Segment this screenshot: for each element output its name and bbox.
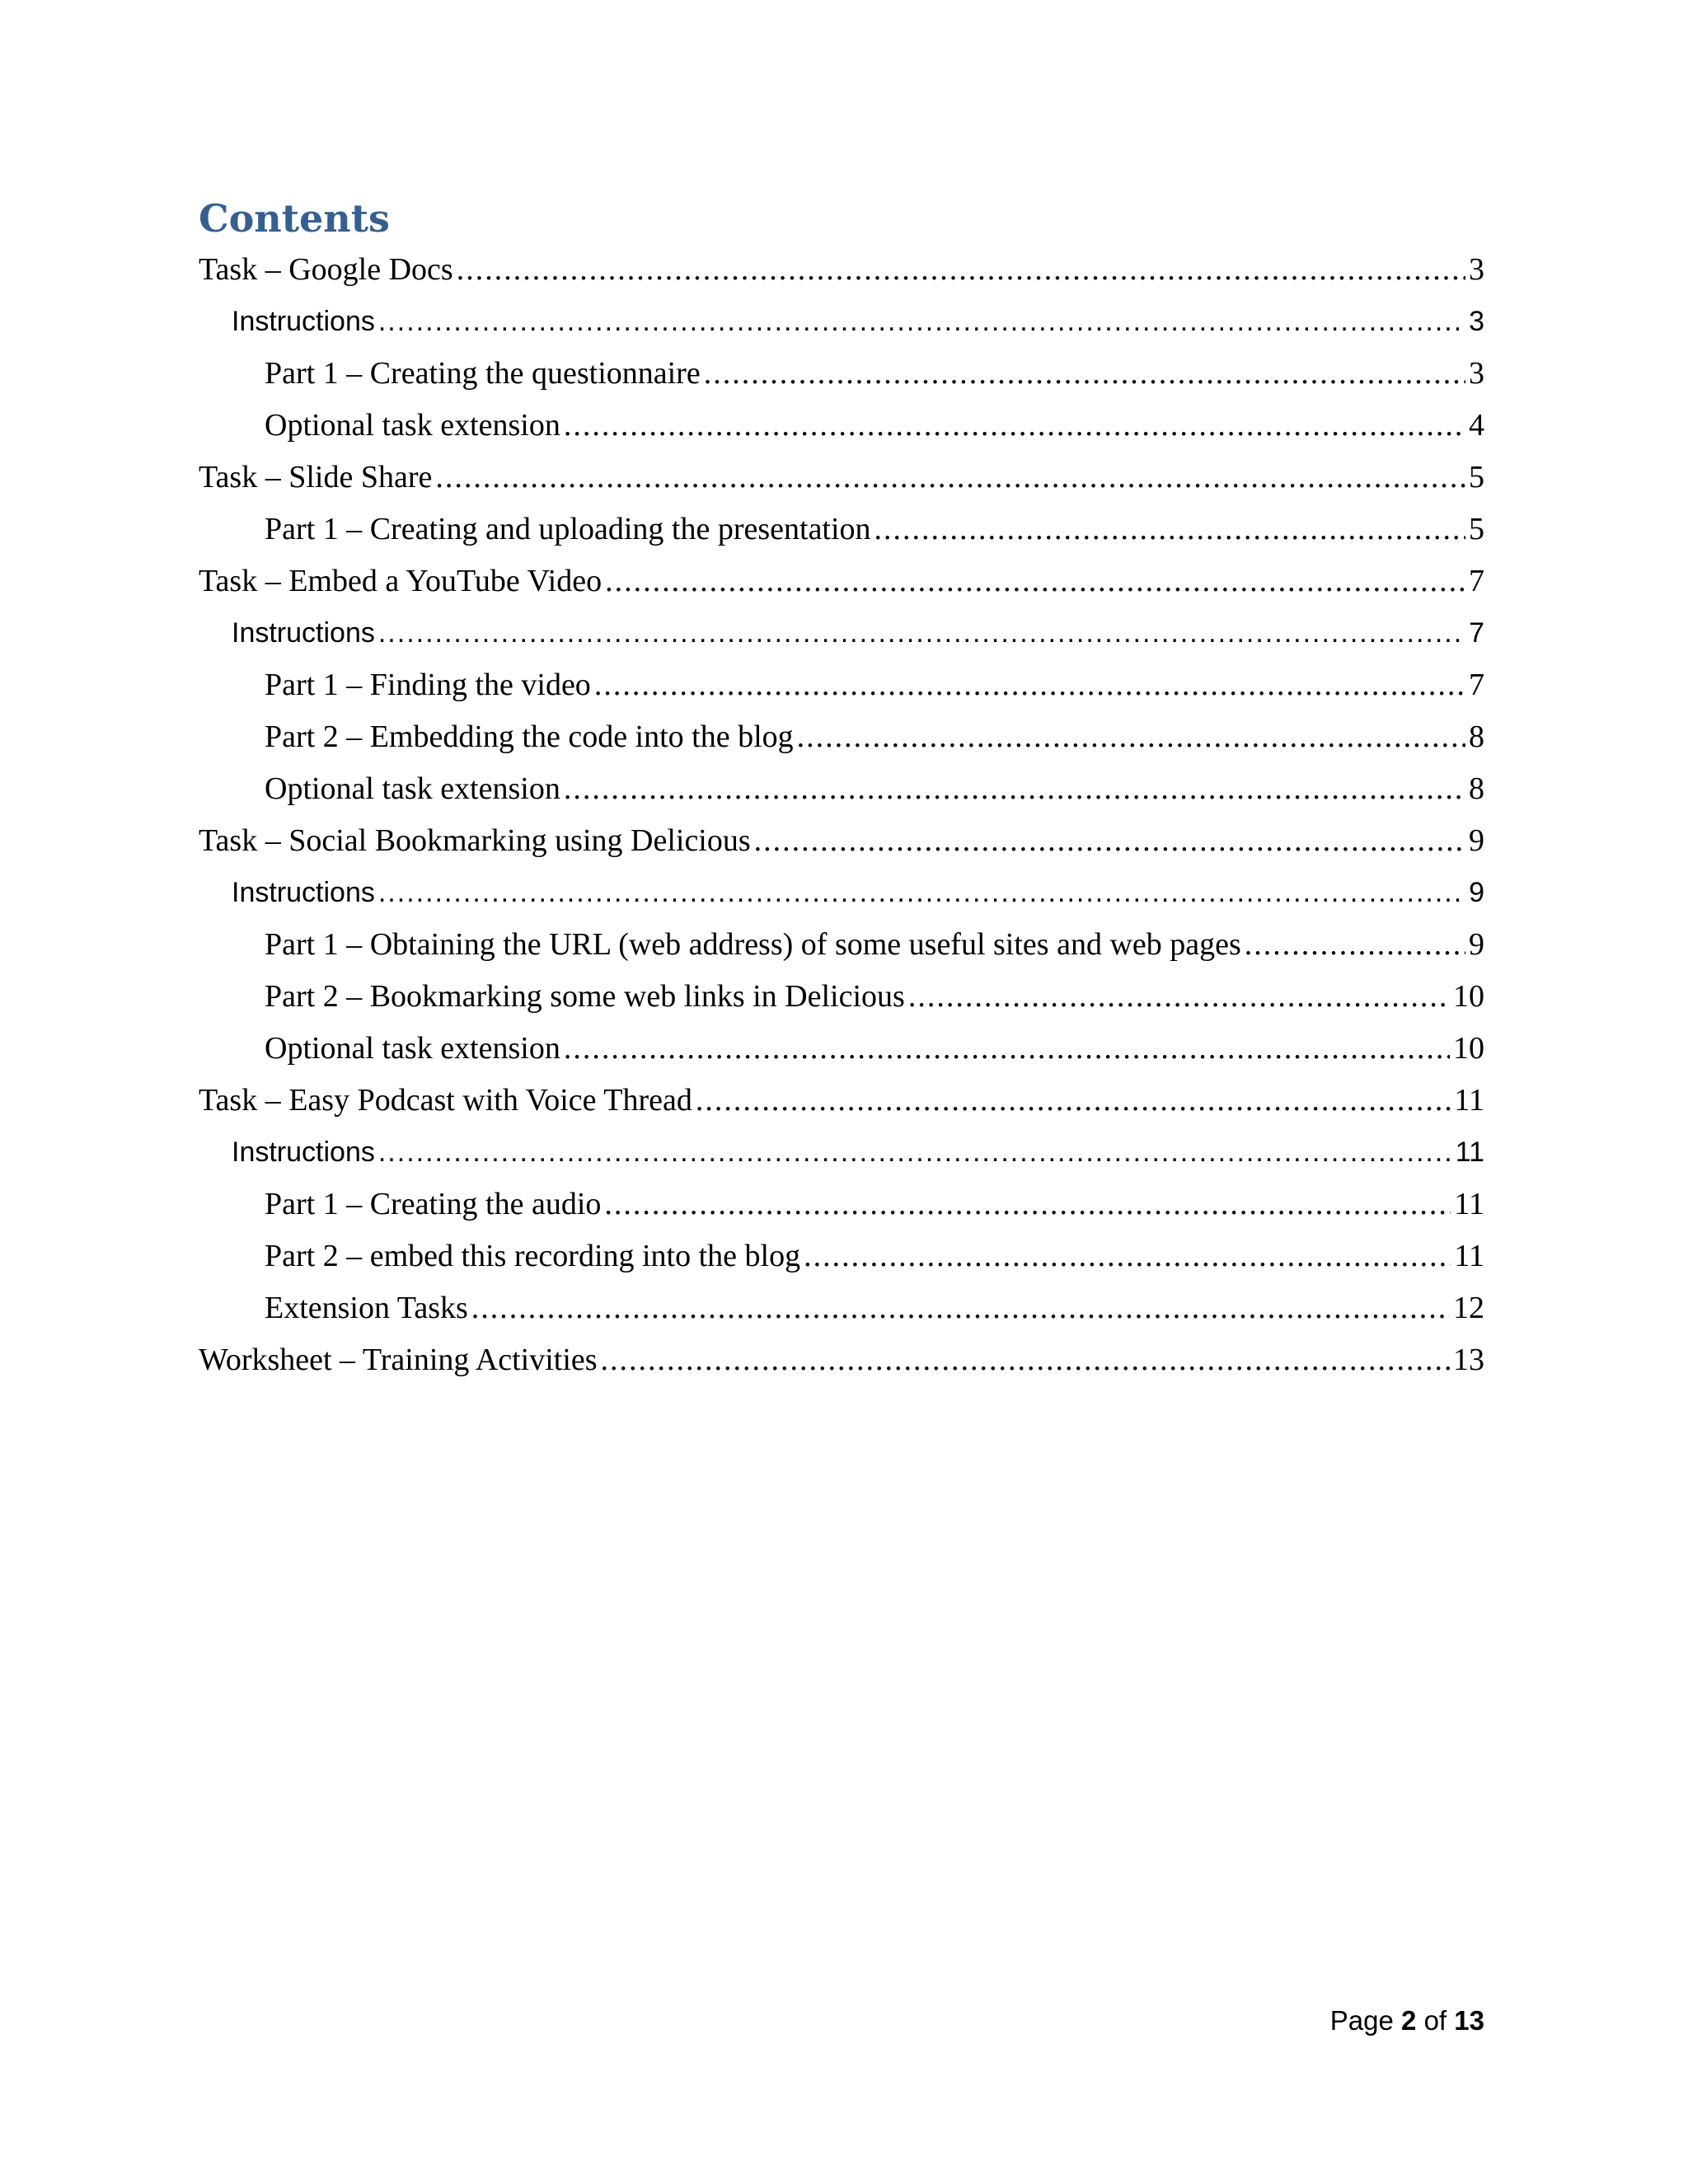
toc-entry[interactable] — [199, 763, 1484, 815]
footer-total-pages: 13 — [1454, 2005, 1484, 2036]
toc-entry-label: Part 1 – Creating the questionnaire — [265, 356, 701, 391]
toc-entry-page-number: 5 — [1469, 460, 1484, 494]
footer-page-prefix: Page — [1329, 2005, 1394, 2036]
toc-entry[interactable] — [199, 1127, 1484, 1179]
toc-entry[interactable] — [199, 504, 1484, 555]
toc-entry-page-number: 3 — [1469, 252, 1484, 287]
toc-entry-page-number: 3 — [1469, 306, 1484, 337]
toc-entry-page-number: 8 — [1469, 719, 1484, 754]
toc-dot-leader — [564, 1023, 1450, 1075]
toc-dot-leader — [564, 763, 1465, 815]
toc-entry-label: Task – Google Docs — [199, 252, 453, 287]
toc-entry-label: Instructions — [232, 306, 375, 337]
toc-dot-leader — [797, 711, 1465, 763]
toc-dot-leader — [564, 400, 1465, 452]
toc-entry-page-number: 10 — [1453, 1031, 1484, 1066]
toc-entry[interactable] — [199, 659, 1484, 711]
toc-entry[interactable] — [199, 815, 1484, 867]
toc-entry[interactable] — [199, 1230, 1484, 1282]
toc-entry-label: Task – Social Bookmarking using Delicious — [199, 823, 751, 858]
toc-entry-label: Extension Tasks — [265, 1291, 468, 1325]
toc-dot-leader — [604, 1179, 1451, 1230]
toc-dot-leader — [594, 659, 1465, 711]
toc-entry[interactable] — [199, 452, 1484, 504]
toc-dot-leader — [908, 971, 1450, 1023]
toc-entry[interactable] — [199, 971, 1484, 1023]
toc-entry-label: Instructions — [232, 877, 375, 908]
toc-entry-page-number: 5 — [1469, 512, 1484, 546]
toc-dot-leader — [378, 867, 1465, 919]
toc-entry-page-number: 12 — [1453, 1291, 1484, 1325]
toc-entry-page-number: 3 — [1469, 356, 1484, 391]
toc-entry-label: Part 1 – Creating and uploading the presentation — [265, 512, 871, 546]
toc-dot-leader — [874, 504, 1465, 555]
toc-entry-page-number: 9 — [1469, 877, 1484, 908]
table-of-contents — [199, 244, 1484, 1386]
toc-entry-page-number: 13 — [1453, 1343, 1484, 1377]
toc-entry-page-number: 8 — [1469, 771, 1484, 806]
toc-entry[interactable] — [199, 244, 1484, 296]
toc-entry[interactable] — [199, 711, 1484, 763]
toc-dot-leader — [435, 452, 1465, 504]
toc-entry-page-number: 9 — [1469, 823, 1484, 858]
toc-entry[interactable] — [199, 1179, 1484, 1230]
toc-entry-label: Task – Embed a YouTube Video — [199, 564, 603, 598]
toc-dot-leader — [704, 348, 1465, 400]
toc-dot-leader — [378, 1127, 1452, 1179]
toc-dot-leader — [378, 607, 1465, 659]
toc-dot-leader — [804, 1230, 1451, 1282]
toc-entry-label: Task – Slide Share — [199, 460, 433, 494]
toc-entry-page-number: 9 — [1469, 927, 1484, 962]
toc-entry[interactable] — [199, 1075, 1484, 1127]
toc-entry[interactable] — [199, 1334, 1484, 1386]
toc-dot-leader — [696, 1075, 1451, 1127]
toc-entry-label: Part 1 – Finding the video — [265, 668, 591, 702]
toc-entry-label: Worksheet – Training Activities — [199, 1343, 598, 1377]
toc-entry-label: Part 2 – embed this recording into the blog — [265, 1239, 801, 1273]
toc-entry-label: Optional task extension — [265, 1031, 560, 1066]
toc-entry-label: Part 2 – Bookmarking some web links in Delicious — [265, 979, 905, 1014]
toc-entry-label: Instructions — [232, 617, 375, 649]
footer-current-page: 2 — [1401, 2005, 1417, 2036]
toc-entry-page-number: 11 — [1454, 1239, 1484, 1273]
toc-entry-page-number: 7 — [1469, 617, 1484, 649]
toc-entry[interactable] — [199, 348, 1484, 400]
toc-dot-leader — [605, 555, 1465, 607]
toc-entry-label: Part 2 – Embedding the code into the blog — [265, 719, 794, 754]
toc-dot-leader — [1245, 919, 1465, 971]
toc-entry[interactable] — [199, 296, 1484, 348]
toc-entry-label: Optional task extension — [265, 408, 560, 443]
toc-entry-label: Task – Easy Podcast with Voice Thread — [199, 1083, 692, 1118]
toc-entry-page-number: 10 — [1453, 979, 1484, 1014]
toc-dot-leader — [378, 296, 1465, 348]
toc-entry-page-number: 11 — [1454, 1187, 1484, 1221]
toc-dot-leader — [457, 244, 1465, 296]
footer-of-word: of — [1423, 2005, 1447, 2036]
toc-entry-label: Optional task extension — [265, 771, 560, 806]
toc-entry[interactable] — [199, 607, 1484, 659]
toc-title: Contents — [199, 196, 390, 241]
toc-entry-label: Part 1 – Obtaining the URL (web address) of some useful sites and web pages — [265, 927, 1241, 962]
toc-entry-label: Part 1 – Creating the audio — [265, 1187, 602, 1221]
toc-dot-leader — [471, 1282, 1450, 1334]
toc-entry-page-number: 11 — [1455, 1137, 1484, 1168]
toc-entry-page-number: 7 — [1469, 564, 1484, 598]
toc-entry-label: Instructions — [232, 1137, 375, 1168]
toc-entry-page-number: 7 — [1469, 668, 1484, 702]
page-footer — [1330, 2003, 1484, 2039]
toc-entry[interactable] — [199, 1023, 1484, 1075]
toc-entry[interactable] — [199, 1282, 1484, 1334]
toc-entry[interactable] — [199, 919, 1484, 971]
toc-entry-page-number: 4 — [1469, 408, 1484, 443]
toc-dot-leader — [601, 1334, 1450, 1386]
toc-entry[interactable] — [199, 400, 1484, 452]
toc-entry-page-number: 11 — [1454, 1083, 1484, 1118]
toc-entry[interactable] — [199, 867, 1484, 919]
toc-dot-leader — [754, 815, 1465, 867]
toc-entry[interactable] — [199, 555, 1484, 607]
